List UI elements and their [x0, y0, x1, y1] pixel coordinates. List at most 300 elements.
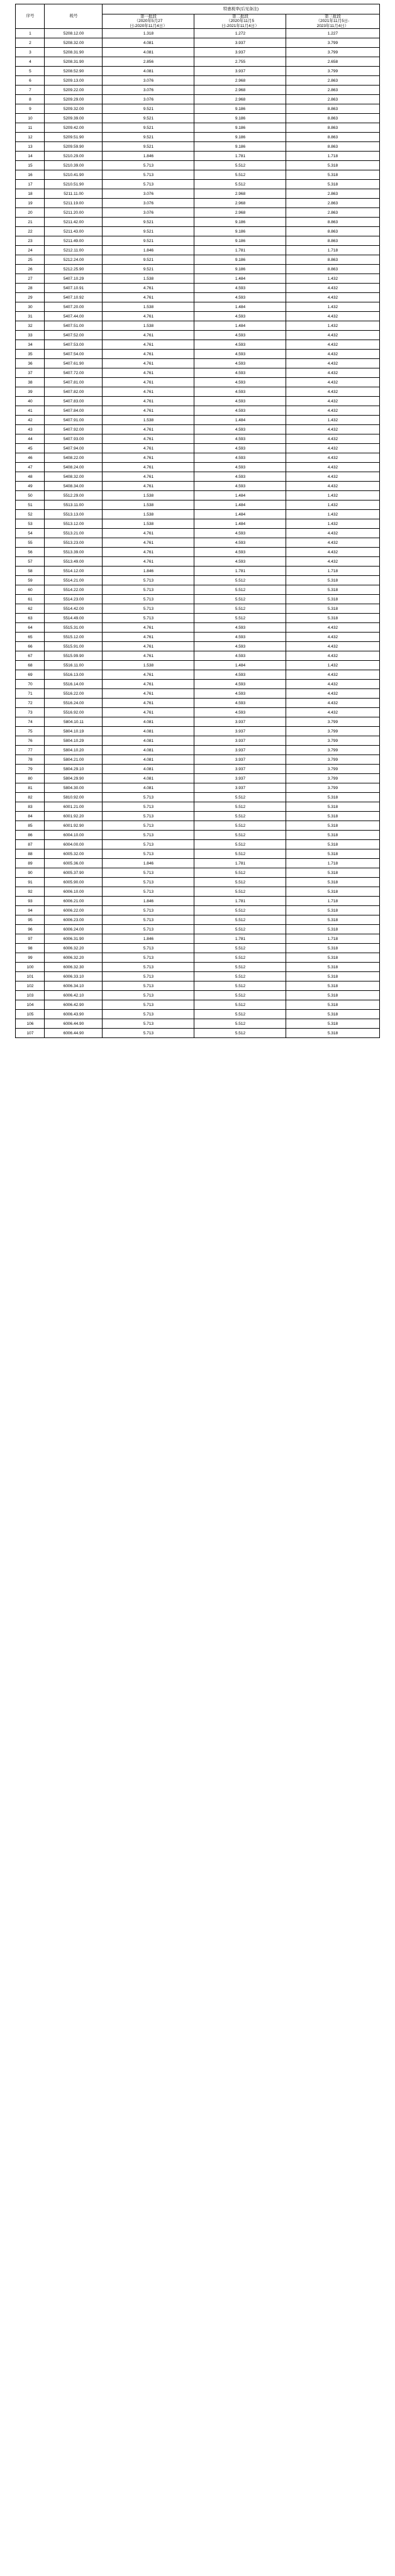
- cell-batch1-rate: 5.713: [103, 793, 194, 802]
- cell-batch2-rate: 4.593: [194, 444, 286, 453]
- cell-seq: 100: [16, 963, 45, 972]
- header-row-top: [16, 4, 379, 14]
- cell-batch3-rate: 5.318: [286, 878, 379, 887]
- cell-batch2-rate: 1.781: [194, 152, 286, 161]
- cell-code: 6001.21.00: [45, 802, 103, 812]
- cell-code: 5516.13.00: [45, 670, 103, 680]
- cell-batch2-rate: 5.512: [194, 1029, 286, 1038]
- cell-seq: 29: [16, 293, 45, 302]
- batch3-line3: 2023年11月4日）: [316, 23, 349, 28]
- cell-batch3-rate: 2.658: [286, 57, 379, 67]
- table-row: [16, 934, 379, 944]
- cell-batch2-rate: 9.186: [194, 218, 286, 227]
- cell-batch2-rate: 2.968: [194, 95, 286, 104]
- cell-batch1-rate: 4.761: [103, 284, 194, 293]
- cell-code: 5408.32.00: [45, 472, 103, 482]
- table-row: [16, 925, 379, 934]
- cell-batch2-rate: 5.512: [194, 887, 286, 897]
- cell-code: 5210.39.00: [45, 161, 103, 170]
- table-row: [16, 859, 379, 868]
- cell-seq: 3: [16, 48, 45, 57]
- table-row: [16, 227, 379, 236]
- table-row: [16, 670, 379, 680]
- cell-seq: 72: [16, 699, 45, 708]
- cell-code: 6006.32.20: [45, 953, 103, 963]
- cell-batch2-rate: 4.593: [194, 557, 286, 567]
- cell-seq: 67: [16, 651, 45, 661]
- table-row: [16, 557, 379, 567]
- cell-seq: 16: [16, 170, 45, 180]
- cell-batch1-rate: 9.521: [103, 133, 194, 142]
- cell-batch3-rate: 5.318: [286, 595, 379, 604]
- table-body: [16, 29, 379, 1038]
- cell-code: 5804.10.11: [45, 717, 103, 727]
- cell-code: 5408.22.00: [45, 453, 103, 463]
- table-row: [16, 765, 379, 774]
- cell-batch3-rate: 8.863: [286, 123, 379, 133]
- cell-seq: 6: [16, 76, 45, 86]
- cell-seq: 42: [16, 416, 45, 425]
- cell-code: 5211.43.00: [45, 227, 103, 236]
- cell-batch1-rate: 1.538: [103, 519, 194, 529]
- cell-batch1-rate: 4.761: [103, 406, 194, 416]
- cell-seq: 74: [16, 717, 45, 727]
- cell-seq: 70: [16, 680, 45, 689]
- cell-batch3-rate: 4.432: [286, 538, 379, 548]
- cell-batch3-rate: 5.318: [286, 585, 379, 595]
- cell-batch3-rate: 2.863: [286, 189, 379, 199]
- cell-batch1-rate: 4.761: [103, 340, 194, 350]
- cell-batch3-rate: 4.432: [286, 293, 379, 302]
- cell-batch1-rate: 5.713: [103, 595, 194, 604]
- cell-batch2-rate: 5.512: [194, 953, 286, 963]
- table-row: [16, 302, 379, 312]
- cell-batch2-rate: 9.186: [194, 236, 286, 246]
- table-row: [16, 416, 379, 425]
- table-row: [16, 368, 379, 378]
- cell-batch1-rate: 4.081: [103, 38, 194, 48]
- cell-batch2-rate: 1.272: [194, 29, 286, 38]
- cell-batch2-rate: 4.593: [194, 548, 286, 557]
- table-row: [16, 821, 379, 831]
- cell-batch1-rate: 5.713: [103, 963, 194, 972]
- cell-batch3-rate: 3.799: [286, 727, 379, 736]
- cell-batch3-rate: 5.318: [286, 981, 379, 991]
- cell-code: 5407.83.00: [45, 397, 103, 406]
- cell-batch1-rate: 5.713: [103, 953, 194, 963]
- cell-code: 6004.10.00: [45, 831, 103, 840]
- cell-batch2-rate: 2.968: [194, 76, 286, 86]
- cell-seq: 11: [16, 123, 45, 133]
- table-row: [16, 142, 379, 152]
- table-row: [16, 567, 379, 576]
- cell-code: 6006.21.00: [45, 897, 103, 906]
- cell-code: 5407.82.00: [45, 387, 103, 397]
- cell-seq: 59: [16, 576, 45, 585]
- cell-batch2-rate: 3.937: [194, 67, 286, 76]
- cell-code: 5209.29.00: [45, 95, 103, 104]
- cell-batch1-rate: 4.761: [103, 434, 194, 444]
- table-row: [16, 378, 379, 387]
- cell-seq: 28: [16, 284, 45, 293]
- cell-batch1-rate: 4.081: [103, 746, 194, 755]
- cell-seq: 90: [16, 868, 45, 878]
- cell-batch1-rate: 9.521: [103, 218, 194, 227]
- table-row: [16, 840, 379, 849]
- cell-batch2-rate: 5.512: [194, 812, 286, 821]
- cell-batch3-rate: 5.318: [286, 1019, 379, 1029]
- cell-code: 5512.29.00: [45, 491, 103, 500]
- cell-batch2-rate: 5.512: [194, 906, 286, 915]
- cell-batch3-rate: 4.432: [286, 529, 379, 538]
- cell-code: 5514.12.00: [45, 567, 103, 576]
- cell-code: 6006.44.90: [45, 1019, 103, 1029]
- cell-batch3-rate: 3.799: [286, 774, 379, 783]
- cell-batch1-rate: 9.521: [103, 265, 194, 274]
- table-row: [16, 434, 379, 444]
- cell-seq: 105: [16, 1010, 45, 1019]
- table-row: [16, 180, 379, 189]
- cell-code: 6006.43.90: [45, 1010, 103, 1019]
- cell-code: 5513.12.00: [45, 519, 103, 529]
- cell-batch1-rate: 4.761: [103, 368, 194, 378]
- cell-code: 5407.54.00: [45, 350, 103, 359]
- col-header-seq: 序号: [16, 4, 45, 29]
- table-row: [16, 133, 379, 142]
- cell-batch2-rate: 4.593: [194, 368, 286, 378]
- cell-batch1-rate: 5.713: [103, 812, 194, 821]
- table-row: [16, 491, 379, 500]
- table-row: [16, 312, 379, 321]
- table-row: [16, 218, 379, 227]
- table-row: [16, 849, 379, 859]
- cell-batch3-rate: 5.318: [286, 821, 379, 831]
- cell-batch2-rate: 9.186: [194, 104, 286, 114]
- batch1-line2: （2020年5月27: [134, 19, 163, 24]
- cell-seq: 89: [16, 859, 45, 868]
- cell-batch1-rate: 1.318: [103, 29, 194, 38]
- table-row: [16, 246, 379, 255]
- table-row: [16, 774, 379, 783]
- cell-batch1-rate: 1.538: [103, 510, 194, 519]
- cell-code: 5513.23.00: [45, 538, 103, 548]
- cell-batch2-rate: 3.937: [194, 48, 286, 57]
- cell-batch2-rate: 4.593: [194, 651, 286, 661]
- cell-seq: 21: [16, 218, 45, 227]
- cell-batch2-rate: 3.937: [194, 717, 286, 727]
- document-page: [0, 0, 395, 1038]
- batch2-line1: 第二批段: [231, 14, 248, 19]
- table-row: [16, 274, 379, 284]
- cell-code: 5209.13.00: [45, 76, 103, 86]
- cell-seq: 56: [16, 548, 45, 557]
- cell-batch1-rate: 4.081: [103, 67, 194, 76]
- cell-batch3-rate: 4.432: [286, 453, 379, 463]
- col-header-code: 税号: [45, 4, 103, 29]
- cell-batch1-rate: 5.713: [103, 821, 194, 831]
- cell-batch3-rate: 4.432: [286, 670, 379, 680]
- cell-batch1-rate: 3.076: [103, 208, 194, 218]
- cell-batch1-rate: 3.076: [103, 95, 194, 104]
- cell-batch2-rate: 3.937: [194, 783, 286, 793]
- cell-batch3-rate: 1.432: [286, 416, 379, 425]
- table-row: [16, 500, 379, 510]
- cell-code: 5407.61.90: [45, 359, 103, 368]
- cell-seq: 101: [16, 972, 45, 981]
- cell-code: 6006.42.10: [45, 991, 103, 1000]
- cell-batch3-rate: 5.318: [286, 812, 379, 821]
- cell-seq: 19: [16, 199, 45, 208]
- cell-seq: 22: [16, 227, 45, 236]
- cell-seq: 5: [16, 67, 45, 76]
- cell-batch3-rate: 5.318: [286, 915, 379, 925]
- cell-code: 6005.32.00: [45, 849, 103, 859]
- table-row: [16, 746, 379, 755]
- cell-batch1-rate: 5.713: [103, 1019, 194, 1029]
- cell-code: 5408.34.00: [45, 482, 103, 491]
- cell-code: 5209.51.90: [45, 133, 103, 142]
- cell-batch3-rate: 3.799: [286, 783, 379, 793]
- cell-batch2-rate: 5.512: [194, 161, 286, 170]
- cell-batch1-rate: 4.761: [103, 708, 194, 717]
- cell-seq: 63: [16, 614, 45, 623]
- cell-seq: 81: [16, 783, 45, 793]
- cell-batch2-rate: 3.937: [194, 38, 286, 48]
- cell-batch2-rate: 9.186: [194, 133, 286, 142]
- cell-batch3-rate: 4.432: [286, 331, 379, 340]
- cell-batch1-rate: 4.761: [103, 529, 194, 538]
- cell-seq: 58: [16, 567, 45, 576]
- cell-batch2-rate: 4.593: [194, 350, 286, 359]
- cell-batch1-rate: 4.761: [103, 397, 194, 406]
- cell-batch3-rate: 4.432: [286, 378, 379, 387]
- cell-batch3-rate: 3.799: [286, 67, 379, 76]
- cell-batch3-rate: 5.318: [286, 1000, 379, 1010]
- cell-batch1-rate: 5.713: [103, 1029, 194, 1038]
- cell-batch1-rate: 5.713: [103, 1000, 194, 1010]
- cell-batch1-rate: 5.713: [103, 604, 194, 614]
- table-row: [16, 585, 379, 595]
- cell-seq: 96: [16, 925, 45, 934]
- table-row: [16, 972, 379, 981]
- cell-batch1-rate: 4.761: [103, 331, 194, 340]
- cell-batch1-rate: 4.761: [103, 680, 194, 689]
- cell-batch1-rate: 3.076: [103, 189, 194, 199]
- batch3-line2: （2021年11月5日-: [316, 19, 350, 24]
- table-row: [16, 161, 379, 170]
- cell-seq: 73: [16, 708, 45, 717]
- cell-code: 5208.12.00: [45, 29, 103, 38]
- cell-code: 6001.92.90: [45, 821, 103, 831]
- cell-batch1-rate: 4.761: [103, 387, 194, 397]
- cell-batch2-rate: 4.593: [194, 482, 286, 491]
- cell-batch3-rate: 5.318: [286, 868, 379, 878]
- cell-batch2-rate: 2.968: [194, 189, 286, 199]
- table-row: [16, 123, 379, 133]
- cell-batch1-rate: 5.713: [103, 614, 194, 623]
- cell-code: 5208.52.90: [45, 67, 103, 76]
- cell-batch1-rate: 9.521: [103, 227, 194, 236]
- cell-code: 6006.42.90: [45, 1000, 103, 1010]
- cell-batch3-rate: 2.863: [286, 95, 379, 104]
- table-row: [16, 1029, 379, 1038]
- table-row: [16, 114, 379, 123]
- cell-code: 5810.92.00: [45, 793, 103, 802]
- table-row: [16, 48, 379, 57]
- cell-seq: 77: [16, 746, 45, 755]
- table-row: [16, 897, 379, 906]
- cell-batch2-rate: 1.484: [194, 274, 286, 284]
- cell-batch1-rate: 4.761: [103, 453, 194, 463]
- cell-code: 5407.10.92: [45, 293, 103, 302]
- cell-batch1-rate: 4.081: [103, 755, 194, 765]
- cell-seq: 53: [16, 519, 45, 529]
- table-row: [16, 1010, 379, 1019]
- cell-batch3-rate: 5.318: [286, 849, 379, 859]
- cell-code: 6005.36.00: [45, 859, 103, 868]
- cell-batch1-rate: 4.081: [103, 717, 194, 727]
- cell-batch3-rate: 2.863: [286, 76, 379, 86]
- cell-batch3-rate: 1.718: [286, 567, 379, 576]
- cell-code: 5513.13.00: [45, 510, 103, 519]
- cell-batch2-rate: 4.593: [194, 472, 286, 482]
- cell-seq: 27: [16, 274, 45, 284]
- cell-batch3-rate: 4.432: [286, 434, 379, 444]
- cell-batch1-rate: 1.538: [103, 661, 194, 670]
- table-row: [16, 783, 379, 793]
- cell-code: 5407.94.00: [45, 444, 103, 453]
- cell-batch1-rate: 5.713: [103, 915, 194, 925]
- cell-batch3-rate: 5.318: [286, 614, 379, 623]
- cell-code: 5804.29.10: [45, 765, 103, 774]
- cell-batch1-rate: 4.761: [103, 482, 194, 491]
- cell-batch3-rate: 8.863: [286, 114, 379, 123]
- table-row: [16, 1019, 379, 1029]
- cell-batch3-rate: 4.432: [286, 425, 379, 434]
- cell-code: 6005.90.00: [45, 878, 103, 887]
- cell-seq: 60: [16, 585, 45, 595]
- cell-code: 5516.24.00: [45, 699, 103, 708]
- table-row: [16, 529, 379, 538]
- cell-batch1-rate: 4.761: [103, 623, 194, 633]
- cell-batch1-rate: 5.713: [103, 878, 194, 887]
- cell-seq: 38: [16, 378, 45, 387]
- cell-code: 5210.51.90: [45, 180, 103, 189]
- cell-code: 6004.00.00: [45, 840, 103, 849]
- table-row: [16, 293, 379, 302]
- table-row: [16, 29, 379, 38]
- cell-seq: 7: [16, 86, 45, 95]
- cell-batch2-rate: 4.593: [194, 397, 286, 406]
- cell-code: 6006.31.90: [45, 934, 103, 944]
- cell-batch1-rate: 5.713: [103, 576, 194, 585]
- cell-batch3-rate: 5.318: [286, 1029, 379, 1038]
- cell-code: 5407.84.00: [45, 406, 103, 416]
- cell-seq: 62: [16, 604, 45, 614]
- cell-seq: 65: [16, 633, 45, 642]
- cell-batch2-rate: 2.968: [194, 86, 286, 95]
- table-row: [16, 604, 379, 614]
- cell-batch3-rate: 5.318: [286, 963, 379, 972]
- cell-seq: 107: [16, 1029, 45, 1038]
- cell-batch1-rate: 4.761: [103, 633, 194, 642]
- cell-batch3-rate: 2.863: [286, 86, 379, 95]
- cell-code: 5804.10.29: [45, 736, 103, 746]
- cell-seq: 99: [16, 953, 45, 963]
- cell-batch2-rate: 1.484: [194, 500, 286, 510]
- cell-batch3-rate: 5.318: [286, 1010, 379, 1019]
- cell-seq: 80: [16, 774, 45, 783]
- cell-batch3-rate: 8.863: [286, 218, 379, 227]
- cell-batch2-rate: 5.512: [194, 981, 286, 991]
- cell-code: 5212.11.00: [45, 246, 103, 255]
- cell-batch3-rate: 5.318: [286, 604, 379, 614]
- table-row: [16, 953, 379, 963]
- cell-batch3-rate: 1.432: [286, 302, 379, 312]
- cell-code: 5407.72.00: [45, 368, 103, 378]
- table-row: [16, 397, 379, 406]
- cell-batch1-rate: 4.761: [103, 350, 194, 359]
- cell-code: 5407.52.00: [45, 331, 103, 340]
- table-row: [16, 208, 379, 218]
- cell-batch3-rate: 5.318: [286, 906, 379, 915]
- cell-batch1-rate: 5.713: [103, 925, 194, 934]
- cell-batch2-rate: 5.512: [194, 840, 286, 849]
- cell-batch2-rate: 5.512: [194, 585, 286, 595]
- cell-seq: 57: [16, 557, 45, 567]
- cell-batch2-rate: 5.512: [194, 793, 286, 802]
- cell-batch3-rate: 1.432: [286, 661, 379, 670]
- cell-batch2-rate: 3.937: [194, 736, 286, 746]
- table-row: [16, 699, 379, 708]
- cell-batch1-rate: 4.761: [103, 293, 194, 302]
- cell-seq: 36: [16, 359, 45, 368]
- cell-seq: 44: [16, 434, 45, 444]
- cell-code: 5407.44.00: [45, 312, 103, 321]
- cell-batch1-rate: 4.081: [103, 736, 194, 746]
- cell-code: 5209.42.00: [45, 123, 103, 133]
- cell-batch2-rate: 4.593: [194, 633, 286, 642]
- cell-seq: 43: [16, 425, 45, 434]
- cell-code: 5513.49.00: [45, 557, 103, 567]
- cell-batch3-rate: 1.432: [286, 274, 379, 284]
- table-row: [16, 482, 379, 491]
- cell-batch3-rate: 8.863: [286, 142, 379, 152]
- cell-code: 5209.59.90: [45, 142, 103, 152]
- cell-batch1-rate: 3.076: [103, 199, 194, 208]
- cell-batch2-rate: 4.593: [194, 689, 286, 699]
- cell-batch3-rate: 8.863: [286, 255, 379, 265]
- cell-batch2-rate: 5.512: [194, 991, 286, 1000]
- cell-seq: 9: [16, 104, 45, 114]
- cell-batch3-rate: 8.863: [286, 104, 379, 114]
- cell-seq: 75: [16, 727, 45, 736]
- cell-seq: 40: [16, 397, 45, 406]
- cell-code: 5211.49.00: [45, 236, 103, 246]
- table-row: [16, 406, 379, 416]
- cell-batch3-rate: 5.318: [286, 840, 379, 849]
- cell-code: 5804.30.00: [45, 783, 103, 793]
- cell-batch1-rate: 5.713: [103, 802, 194, 812]
- cell-code: 5209.22.00: [45, 86, 103, 95]
- cell-code: 5516.11.00: [45, 661, 103, 670]
- cell-seq: 82: [16, 793, 45, 802]
- cell-code: 5211.20.00: [45, 208, 103, 218]
- cell-batch2-rate: 5.512: [194, 868, 286, 878]
- cell-batch3-rate: 1.432: [286, 321, 379, 331]
- cell-seq: 97: [16, 934, 45, 944]
- cell-batch3-rate: 4.432: [286, 463, 379, 472]
